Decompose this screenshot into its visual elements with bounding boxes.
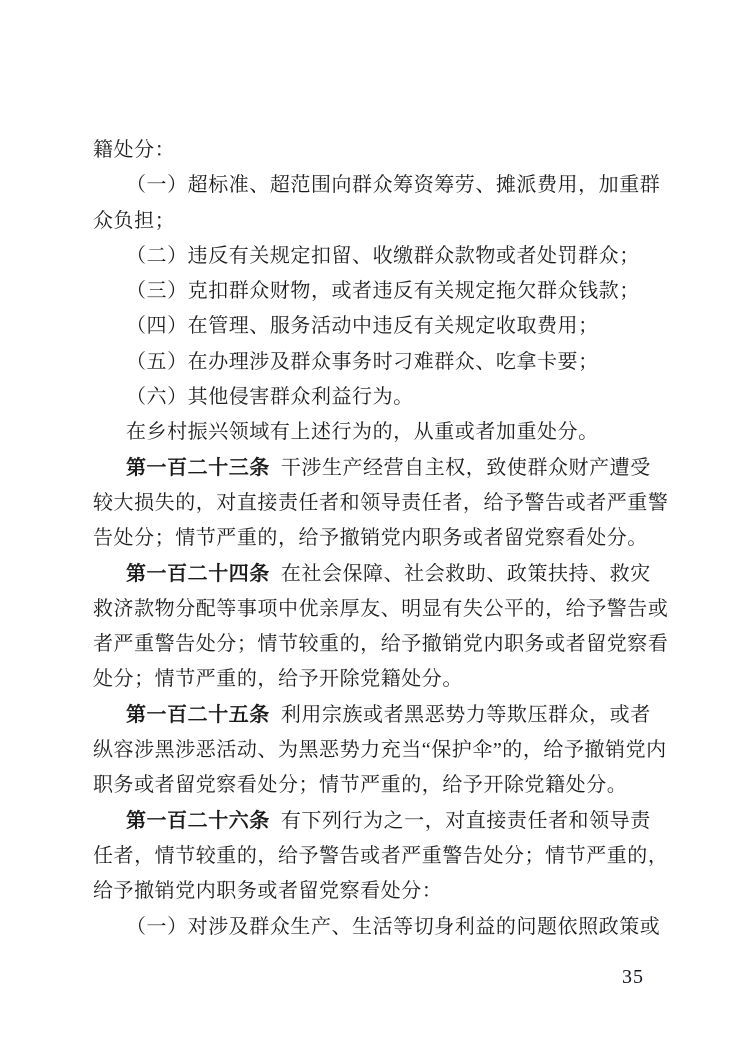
text-line: [93, 698, 671, 733]
text-line: [93, 204, 671, 239]
text-line: [93, 839, 671, 874]
text-segment: （一）对涉及群众生产、生活等切身利益的问题依照政策或: [126, 915, 661, 938]
text-segment: （三）克扣群众财物，或者违反有关规定拖欠群众钱款；: [126, 280, 640, 303]
text-segment: （二）违反有关规定扣留、收缴群众款物或者处罚群众；: [126, 244, 640, 267]
article-number: 第一百二十五条: [126, 703, 270, 726]
page-number: 35: [622, 966, 644, 988]
text-segment: 籍处分：: [93, 139, 176, 161]
text-segment: 者严重警告处分；情节较重的，给予撤销党内职务或者留党察看: [93, 633, 669, 656]
text-segment: 众负担；: [93, 209, 176, 232]
text-segment: 较大损失的，对直接责任者和领导责任者，给予警告或者严重警: [93, 491, 669, 514]
text-line: [93, 309, 671, 344]
document-text-block: [93, 133, 671, 945]
text-line: [93, 662, 671, 697]
text-segment: 给予撤销党内职务或者留党察看处分：: [93, 880, 443, 903]
text-line: [93, 486, 671, 521]
text-segment: 利用宗族或者黑恶势力等欺压群众，或者: [280, 703, 651, 726]
text-segment: 救济款物分配等事项中优亲厚友、明显有失公平的，给予警告或: [93, 597, 669, 620]
text-segment: 职务或者留党察看处分；情节严重的，给予开除党籍处分。: [93, 774, 628, 797]
text-segment: 有下列行为之一，对直接责任者和领导责: [280, 809, 651, 832]
text-line: [93, 804, 671, 839]
text-segment: 在乡村振兴领域有上述行为的，从重或者加重处分。: [126, 421, 599, 444]
text-line: [93, 557, 671, 592]
text-line: [93, 380, 671, 415]
text-segment: （六）其他侵害群众利益行为。: [126, 386, 414, 409]
text-segment: （四）在管理、服务活动中违反有关规定收取费用；: [126, 315, 599, 338]
text-segment: （五）在办理涉及群众事务时刁难群众、吃拿卡要；: [126, 350, 599, 373]
text-segment: （一）超标准、超范围向群众筹资筹劳、摊派费用，加重群: [126, 174, 661, 197]
text-line: [93, 874, 671, 909]
article-number: 第一百二十四条: [126, 562, 270, 585]
text-line: [93, 592, 671, 627]
text-line: [93, 733, 671, 768]
text-line: [93, 133, 671, 168]
text-line: [93, 345, 671, 380]
text-segment: 干涉生产经营自主权，致使群众财产遭受: [280, 456, 651, 479]
text-line: [93, 910, 671, 945]
text-line: [93, 451, 671, 486]
text-line: [93, 768, 671, 803]
text-segment: 任者，情节较重的，给予警告或者严重警告处分；情节严重的，: [93, 844, 669, 867]
article-number: 第一百二十三条: [126, 456, 270, 479]
text-segment: 纵容涉黑涉恶活动、为黑恶势力充当“保护伞”的，给予撤销党内: [93, 739, 667, 762]
text-line: [93, 521, 671, 556]
article-number: 第一百二十六条: [126, 809, 270, 832]
text-line: [93, 274, 671, 309]
text-line: [93, 627, 671, 662]
text-line: [93, 415, 671, 450]
text-segment: 处分；情节严重的，给予开除党籍处分。: [93, 668, 463, 691]
text-segment: 在社会保障、社会救助、政策扶持、救灾: [280, 562, 651, 585]
text-segment: 告处分；情节严重的，给予撤销党内职务或者留党察看处分。: [93, 527, 648, 550]
text-line: [93, 168, 671, 203]
text-line: [93, 239, 671, 274]
